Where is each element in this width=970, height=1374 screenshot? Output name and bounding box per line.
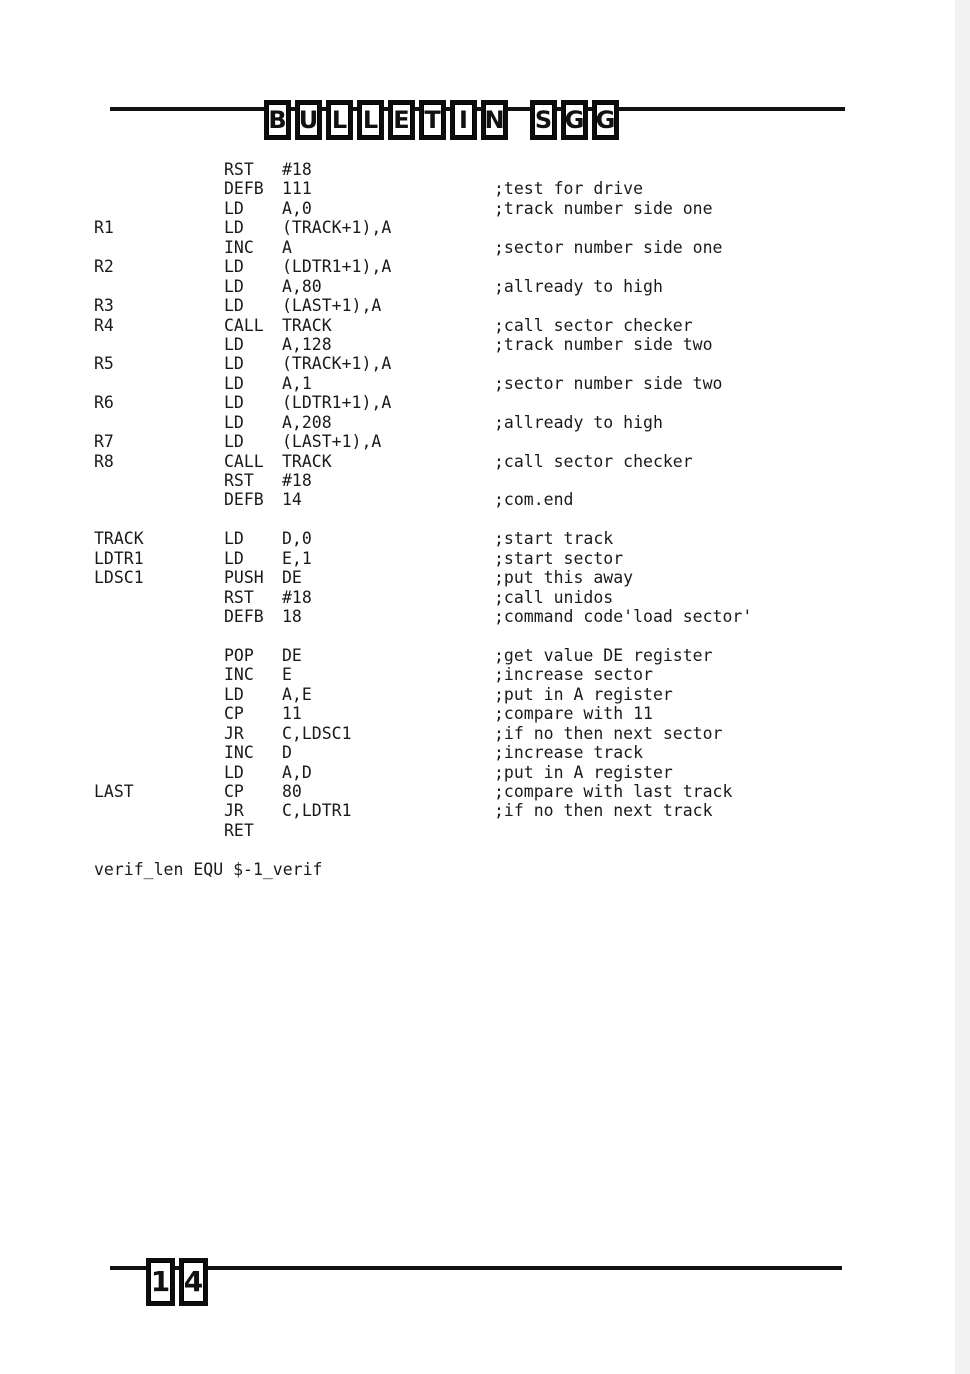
code-comment: ;track number side one: [494, 198, 713, 218]
code-label: R8: [94, 451, 114, 471]
code-opcode: RST: [224, 587, 254, 607]
code-comment: ;command code'load sector': [494, 607, 753, 627]
code-opcode: CALL: [224, 315, 264, 335]
page-number: [146, 1258, 208, 1306]
code-operand: A,80: [282, 276, 322, 296]
code-comment: ;com.end: [494, 490, 574, 510]
banner-letter-tile: [388, 100, 415, 140]
code-label: verif_len EQU $-1_verif: [94, 859, 323, 879]
code-opcode: RST: [224, 160, 254, 179]
banner-letter: U: [298, 106, 319, 134]
code-operand: A: [282, 237, 292, 257]
code-label: LAST: [94, 782, 134, 801]
banner-letter: N: [484, 106, 505, 134]
code-opcode: INC: [224, 237, 254, 257]
code-operand: #18: [282, 471, 312, 490]
code-opcode: INC: [224, 665, 254, 685]
code-opcode: RST: [224, 471, 254, 490]
banner-letter: L: [331, 106, 348, 134]
code-operand: DE: [282, 645, 302, 665]
code-operand: DE: [282, 568, 302, 588]
code-label: R2: [94, 257, 114, 277]
code-label: R4: [94, 315, 114, 335]
page-number-tile: [179, 1258, 208, 1306]
code-comment: ;call sector checker: [494, 315, 693, 335]
code-comment: ;sector number side one: [494, 237, 723, 257]
code-opcode: RET: [224, 820, 254, 840]
code-operand: E,1: [282, 548, 312, 568]
banner-letter: G: [564, 106, 585, 134]
code-operand: A,1: [282, 373, 312, 393]
code-label: TRACK: [94, 529, 144, 549]
code-comment: ;compare with last track: [494, 782, 733, 801]
code-operand: A,128: [282, 334, 332, 354]
code-comment: ;track number side two: [494, 334, 713, 354]
banner-letter: I: [454, 104, 473, 136]
banner-letter-tile: [295, 100, 322, 140]
code-operand: (LAST+1),A: [282, 432, 382, 452]
code-opcode: LD: [224, 762, 244, 782]
code-label: R3: [94, 296, 114, 316]
code-operand: TRACK: [282, 451, 332, 471]
footer-rule: [110, 1266, 842, 1270]
code-operand: C,LDSC1: [282, 723, 352, 743]
code-operand: C,LDTR1: [282, 801, 352, 821]
banner-letter-tile: [357, 100, 384, 140]
code-label: R7: [94, 432, 114, 452]
banner-letter-tile: [530, 100, 557, 140]
code-opcode: LD: [224, 432, 244, 452]
code-operand: A,D: [282, 762, 312, 782]
bulletin-sgg-banner: [264, 100, 619, 140]
banner-letter: E: [393, 106, 410, 134]
code-comment: ;if no then next track: [494, 801, 713, 821]
code-operand: A,0: [282, 198, 312, 218]
banner-letter-tile: [592, 100, 619, 140]
banner-letter: G: [595, 106, 616, 134]
code-comment: ;increase track: [494, 743, 644, 763]
page-edge-shadow: [955, 0, 970, 1374]
code-opcode: DEFB: [224, 490, 264, 510]
banner-letter-tile: [419, 100, 446, 140]
code-label: LDTR1: [94, 548, 144, 568]
code-operand: A,208: [282, 412, 332, 432]
code-opcode: DEFB: [224, 179, 264, 199]
code-opcode: LD: [224, 276, 244, 296]
code-opcode: CP: [224, 782, 244, 801]
code-operand: 11: [282, 704, 302, 724]
code-operand: 14: [282, 490, 302, 510]
banner-letter: L: [362, 106, 379, 134]
code-opcode: LD: [224, 393, 244, 413]
code-opcode: CP: [224, 704, 244, 724]
code-opcode: PUSH: [224, 568, 264, 588]
code-opcode: LD: [224, 354, 244, 374]
banner-letter-tile: [264, 100, 291, 140]
banner-letter-tile: [481, 100, 508, 140]
code-operand: 80: [282, 782, 302, 801]
code-comment: ;increase sector: [494, 665, 653, 685]
banner-letter: S: [534, 106, 553, 134]
code-opcode: LD: [224, 218, 244, 238]
code-opcode: CALL: [224, 451, 264, 471]
code-operand: (LAST+1),A: [282, 296, 382, 316]
code-comment: ;sector number side two: [494, 373, 723, 393]
code-opcode: LD: [224, 684, 244, 704]
code-comment: ;put in A register: [494, 762, 673, 782]
code-comment: ;start track: [494, 529, 614, 549]
code-operand: #18: [282, 587, 312, 607]
code-opcode: LD: [224, 198, 244, 218]
code-opcode: JR: [224, 801, 244, 821]
code-comment: ;get value DE register: [494, 645, 713, 665]
code-operand: (TRACK+1),A: [282, 354, 392, 374]
code-comment: ;start sector: [494, 548, 624, 568]
code-label: R1: [94, 218, 114, 238]
code-operand: D: [282, 743, 292, 763]
code-operand: (TRACK+1),A: [282, 218, 392, 238]
code-operand: (LDTR1+1),A: [282, 393, 392, 413]
code-opcode: LD: [224, 373, 244, 393]
banner-letter-tile: [450, 100, 477, 140]
code-opcode: DEFB: [224, 607, 264, 627]
code-operand: D,0: [282, 529, 312, 549]
code-operand: 18: [282, 607, 302, 627]
page-number-tile: [146, 1258, 175, 1306]
banner-letter-tile: [561, 100, 588, 140]
code-comment: ;put this away: [494, 568, 634, 588]
code-comment: ;compare with 11: [494, 704, 653, 724]
code-opcode: LD: [224, 412, 244, 432]
code-opcode: LD: [224, 548, 244, 568]
code-label: LDSC1: [94, 568, 144, 588]
code-comment: ;if no then next sector: [494, 723, 723, 743]
code-opcode: JR: [224, 723, 244, 743]
code-operand: (LDTR1+1),A: [282, 257, 392, 277]
banner-gap: [512, 100, 526, 140]
code-opcode: LD: [224, 334, 244, 354]
code-operand: TRACK: [282, 315, 332, 335]
code-comment: ;call sector checker: [494, 451, 693, 471]
code-operand: #18: [282, 160, 312, 179]
code-operand: A,E: [282, 684, 312, 704]
code-label: R6: [94, 393, 114, 413]
code-comment: ;allready to high: [494, 276, 663, 296]
code-opcode: LD: [224, 529, 244, 549]
code-comment: ;call unidos: [494, 587, 614, 607]
banner-letter: B: [268, 106, 287, 134]
code-opcode: LD: [224, 257, 244, 277]
code-opcode: LD: [224, 296, 244, 316]
page-number-digit: 1: [150, 1262, 171, 1302]
page-number-digit: 4: [183, 1262, 204, 1302]
code-operand: 111: [282, 179, 312, 199]
banner-letter: T: [424, 106, 441, 134]
code-label: R5: [94, 354, 114, 374]
code-operand: E: [282, 665, 292, 685]
code-opcode: POP: [224, 645, 254, 665]
code-comment: ;allready to high: [494, 412, 663, 432]
banner-letter-tile: [326, 100, 353, 140]
code-comment: ;put in A register: [494, 684, 673, 704]
code-opcode: INC: [224, 743, 254, 763]
code-comment: ;test for drive: [494, 179, 644, 199]
